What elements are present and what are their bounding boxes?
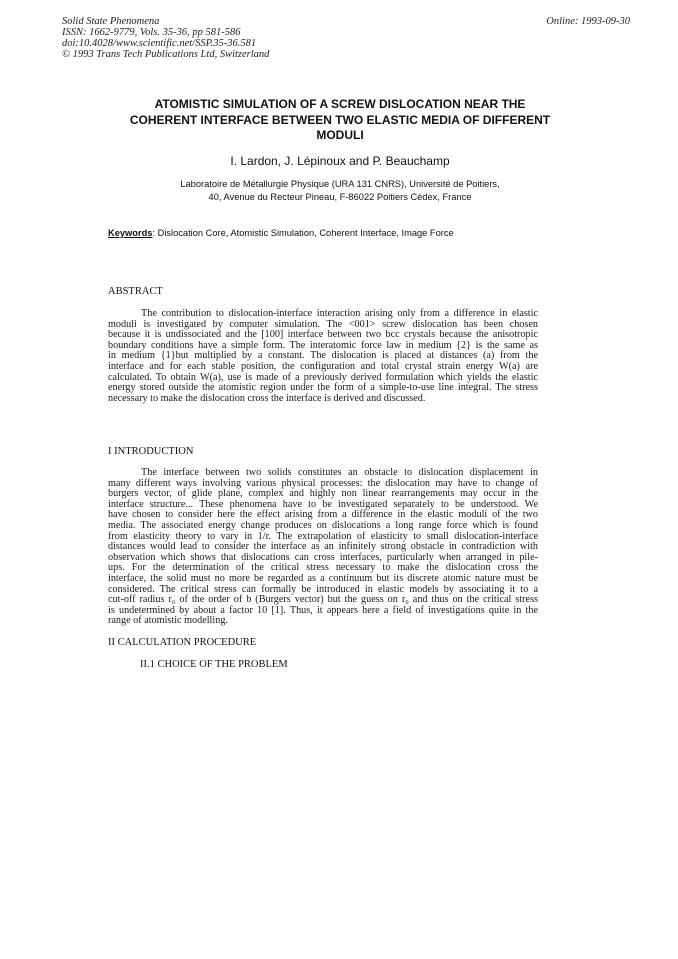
abstract-line: boundary conditions have a simple form. The interatomic force law in medium {2} is the same as [108, 339, 538, 351]
title-line: COHERENT INTERFACE BETWEEN TWO ELASTIC MEDIA OF DIFFERENT [129, 112, 551, 127]
abstract-line: calculated. To obtain W(a), use is made of a previously derived formulation which yields the elastic [108, 371, 538, 383]
authors: I. Lardon, J. Lépinoux and P. Beauchamp [230, 154, 450, 168]
intro-line: is undetermined by about a factor 10 [1]. Thus, it appears here a field of investigations quite in the [108, 604, 538, 616]
intro-line: considered. The critical stress can formally be introduced in elastic models by associating it to a [108, 583, 538, 595]
journal-header [62, 16, 269, 60]
title-line: ATOMISTIC SIMULATION OF A SCREW DISLOCATION NEAR THE [154, 97, 526, 111]
affiliation [90, 178, 590, 204]
abstract-line: necessary to make the dislocation cross the interface is derived and discussed. [108, 392, 426, 404]
abstract-heading: ABSTRACT [108, 286, 163, 297]
abstract-line: moduli is investigated by computer simulation. The <001> screw dislocation has been chosen [108, 318, 538, 330]
intro-line: from elasticity theory to vary in 1/r. The extrapolation of elasticity to small dislocation-interface [108, 530, 538, 542]
keywords-label: Keywords [108, 228, 153, 238]
journal-doi[interactable]: doi:10.4028/www.scientific.net/SSP.35-36.581 [62, 38, 257, 49]
journal-copyright: © 1993 Trans Tech Publications Ltd, Switzerland [62, 49, 270, 60]
intro-line: The interface between two solids constitutes an obstacle to dislocation displacement in [141, 467, 538, 478]
abstract-line: energy stored outside the atomistic region under the form of a simple-to-use line integral. The stress [108, 382, 538, 394]
affiliation-line: Laboratoire de Métallurgie Physique (URA 131 CNRS), Université de Poitiers, [180, 179, 500, 189]
keywords [108, 228, 454, 238]
abstract-line: in medium {1}but multiplied by a constant. The dislocation is placed at distances (a) from the [108, 350, 538, 362]
online-date: Online: 1993-09-30 [546, 16, 630, 27]
keywords-text: : Dislocation Core, Atomistic Simulation, Coherent Interface, Image Force [152, 228, 454, 238]
calculation-heading: II CALCULATION PROCEDURE [108, 637, 257, 648]
paper-title [90, 97, 590, 144]
intro-line: interface structure... These phenomena have to be investigated separately to be understood. We [108, 498, 538, 510]
journal-issn: ISSN: 1662-9779, Vols. 35-36, pp 581-586 [62, 27, 241, 38]
intro-line: ups. For the determination of the critical stress necessary to make the dislocation cross the [108, 562, 538, 574]
intro-line: burgers vector, of glide plane, complex and highly non linear rearrangements may occur in the [108, 488, 538, 500]
intro-line: interface, the solid must no more be regarded as a continuum but its discrete atomic nature must be [108, 572, 538, 584]
intro-line: distances would lead to consider the interface as an infinitely strong obstacle in contradiction with [108, 541, 538, 553]
abstract-line: because it is undissociated and the [100] interface between two bcc crystals because the anisotropic [108, 329, 538, 341]
intro-line: have chosen to consider here the effect arising from a difference in the elastic moduli of the two [108, 509, 538, 521]
introduction-heading: I INTRODUCTION [108, 446, 194, 457]
journal-name: Solid State Phenomena [62, 16, 160, 27]
intro-line: observation which shows that dislocations can cross interfaces, particularly when arranged in pile- [108, 551, 538, 563]
abstract-body [108, 309, 538, 404]
introduction-body [108, 468, 538, 627]
intro-line: range of atomistic modelling. [108, 615, 228, 627]
intro-line: cut-off radius r₀ of the order of b (Burgers vector) but the guess on r₀ and thus on the critical stress [108, 594, 538, 606]
calculation-subheading: II.1 CHOICE OF THE PROBLEM [140, 659, 288, 670]
intro-line: media. The associated energy change produces on dislocations a long range force which is found [108, 519, 538, 531]
title-line: MODULI [316, 128, 364, 142]
intro-line: many different ways involving various physical processes: the dislocation may have to change of [108, 477, 538, 489]
affiliation-line: 40, Avenue du Recteur Pineau, F-86022 Poitiers Cédex, France [208, 192, 472, 202]
abstract-line: interface and for each stable position, the configuration and total crystal strain energy W(a) are [108, 360, 538, 372]
abstract-line: The contribution to dislocation-interface interaction arising only from a difference in elastic [141, 308, 538, 319]
